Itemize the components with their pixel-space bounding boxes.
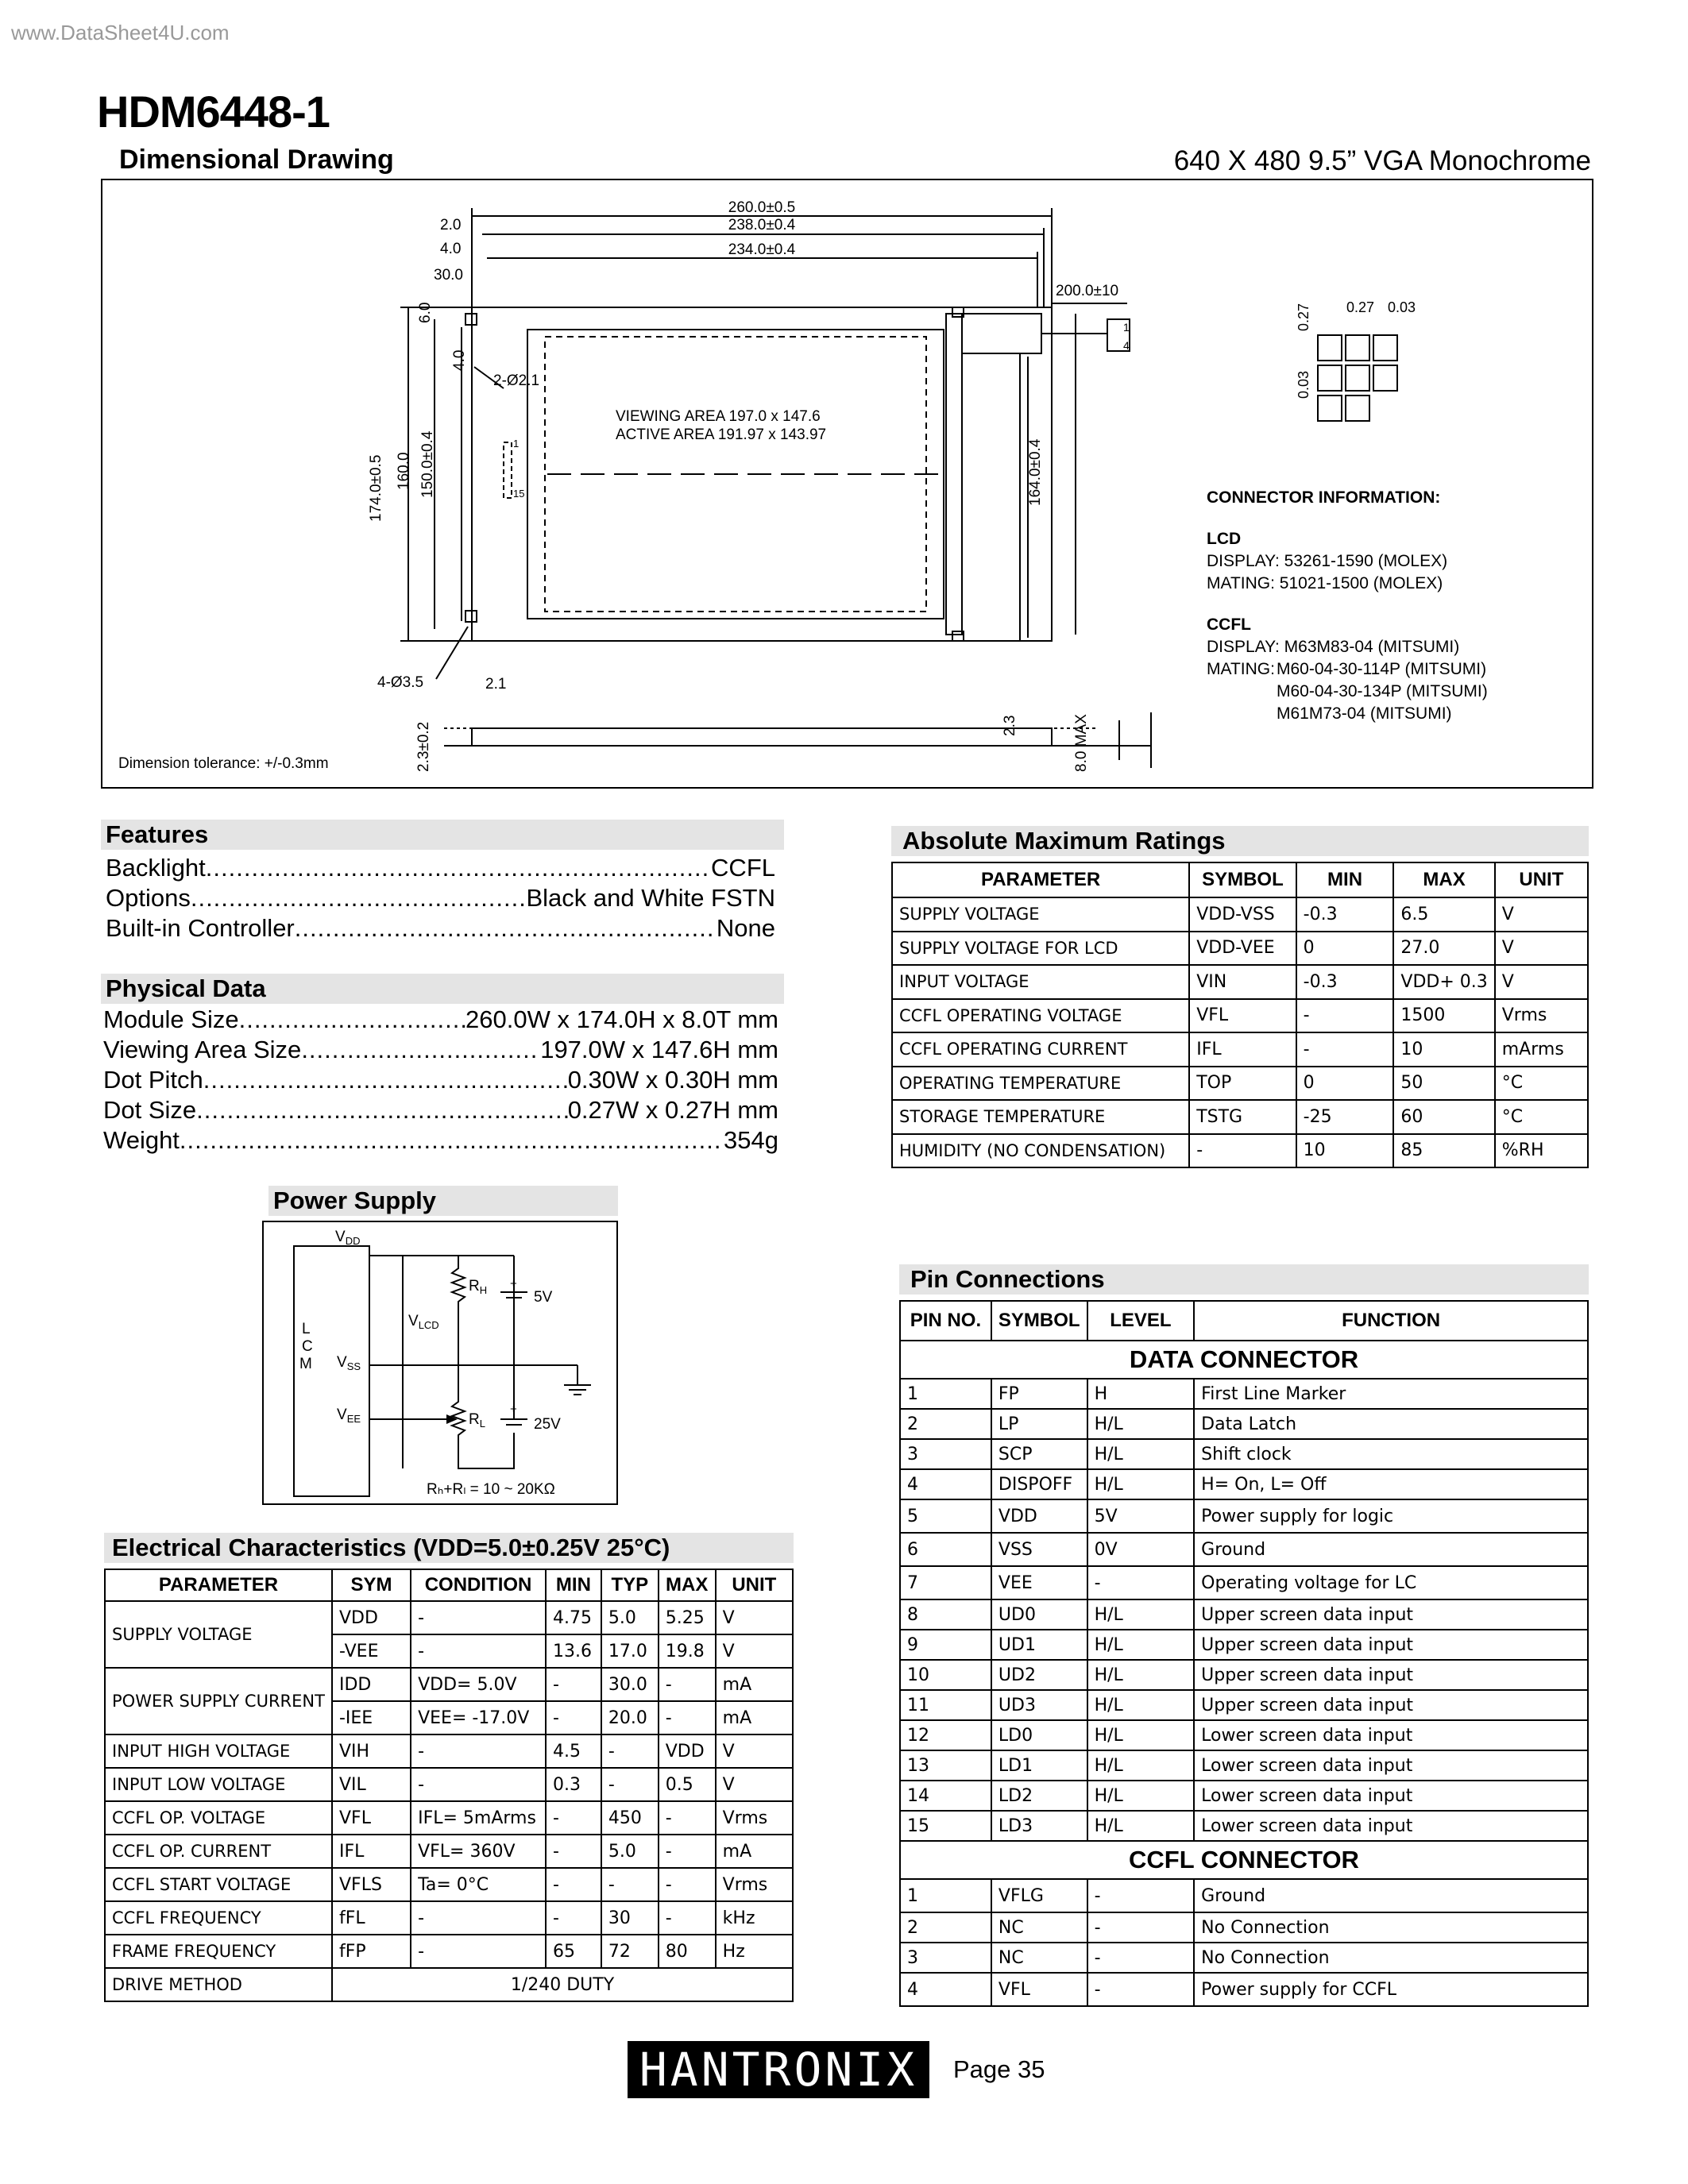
table-header-row: PARAMETER SYM CONDITION MIN TYP MAX UNIT bbox=[105, 1569, 793, 1601]
dim-30: 30.0 bbox=[434, 267, 463, 284]
ccfl-heading: CCFL bbox=[1207, 615, 1251, 634]
table-row: 2 LP H/L Data Latch bbox=[900, 1409, 1588, 1439]
table-row: FRAME FREQUENCY fFP - 65 72 80 Hz bbox=[105, 1935, 793, 1968]
table-row: INPUT VOLTAGE VIN -0.3 VDD+ 0.3 V bbox=[892, 965, 1588, 999]
lcd-mating: MATING: 51021-1500 (MOLEX) bbox=[1207, 574, 1443, 592]
table-row: 1 VFLG - Ground bbox=[900, 1879, 1588, 1912]
vss-label: $V_{SS}$ bbox=[337, 1354, 361, 1372]
table-row: OPERATING TEMPERATURE TOP 0 50 °C bbox=[892, 1067, 1588, 1101]
table-row: INPUT LOW VOLTAGE VIL - 0.3 - 0.5 V bbox=[105, 1768, 793, 1801]
ccfl-mating-1: M60-04-30-114P (MITSUMI) bbox=[1277, 660, 1487, 678]
page-number: Page 35 bbox=[953, 2055, 1045, 2083]
vdd-label: $V_{DD}$ bbox=[335, 1229, 361, 1247]
table-row: 10 UD2 H/L Upper screen data input bbox=[900, 1660, 1588, 1690]
table-row: 2 NC - No Connection bbox=[900, 1912, 1588, 1943]
physical-row: Dot Pitch ..... 0.30W x 0.30H mm bbox=[103, 1066, 778, 1094]
dimensional-drawing bbox=[101, 179, 1593, 789]
table-row: CCFL START VOLTAGE VFLS Ta= 0°C - - - Vrms bbox=[105, 1868, 793, 1901]
table-row: SUPPLY VOLTAGE VDD-VSS -0.3 6.5 V bbox=[892, 897, 1588, 932]
table-row: CCFL FREQUENCY fFL - - 30 - kHz bbox=[105, 1901, 793, 1935]
drawing-labels bbox=[118, 199, 1488, 772]
table-header-row: PIN NO. SYMBOL LEVEL FUNCTION bbox=[900, 1301, 1588, 1341]
ccfl-mating-2: M60-04-30-134P (MITSUMI) bbox=[1277, 682, 1488, 700]
vlcd-label: $V_{LCD}$ bbox=[408, 1313, 439, 1331]
table-row: -VEE - 13.6 17.0 19.8 V bbox=[105, 1634, 793, 1668]
connector-heading: CONNECTOR INFORMATION: bbox=[1207, 488, 1441, 507]
table-row: INPUT HIGH VOLTAGE VIH - 4.5 - VDD V bbox=[105, 1734, 793, 1768]
pin-1: 1 bbox=[513, 438, 520, 450]
page-title: HDM6448-1 bbox=[97, 87, 330, 137]
ccfl-pin-4: 4 bbox=[1123, 339, 1130, 352]
section-heading-dimensional: Dimensional Drawing bbox=[119, 145, 394, 175]
dim-174: 174.0±0.5 bbox=[368, 454, 384, 522]
table-row: 12 LD0 H/L Lower screen data input bbox=[900, 1720, 1588, 1750]
features-heading: Features bbox=[101, 820, 784, 850]
table-row: SUPPLY VOLTAGE FOR LCD VDD-VEE 0 27.0 V bbox=[892, 932, 1588, 966]
section-row: DATA CONNECTOR bbox=[900, 1341, 1588, 1379]
hantronix-logo: HANTRONIX bbox=[628, 2041, 929, 2098]
rl-label: $R_L$ bbox=[469, 1411, 485, 1430]
ccfl-mating-3: M61M73-04 (MITSUMI) bbox=[1277, 704, 1452, 723]
vee-label: $V_{EE}$ bbox=[337, 1406, 361, 1425]
hole-large: 4-Ø3.5 bbox=[377, 674, 424, 691]
table-row: CCFL OP. CURRENT IFL VFL= 360V - 5.0 - mA bbox=[105, 1835, 793, 1868]
table-row: 7 VEE - Operating voltage for LC bbox=[900, 1566, 1588, 1599]
table-row: 3 NC - No Connection bbox=[900, 1943, 1588, 1973]
table-row: DRIVE METHOD 1/240 DUTY bbox=[105, 1968, 793, 2001]
tolerance-note: Dimension tolerance: +/-0.3mm bbox=[118, 755, 329, 772]
dim-164: 164.0±0.4 bbox=[1027, 438, 1044, 506]
dim-4: 4.0 bbox=[440, 241, 462, 257]
dot-dim-027-h: 0.27 bbox=[1346, 299, 1375, 315]
feature-row: Built-in Controller ..... None bbox=[106, 914, 775, 943]
electrical-heading: Electrical Characteristics (VDD=5.0±0.25V 25°C) bbox=[104, 1533, 794, 1563]
table-row: POWER SUPPLY CURRENT IDD VDD= 5.0V - 30.0 - mA bbox=[105, 1668, 793, 1701]
section-row: CCFL CONNECTOR bbox=[900, 1841, 1588, 1879]
ccfl-pin-1: 1 bbox=[1123, 321, 1130, 334]
dim-200: 200.0±10 bbox=[1056, 283, 1119, 299]
lcd-display: DISPLAY: 53261-1590 (MOLEX) bbox=[1207, 552, 1448, 570]
table-row: 8 UD0 H/L Upper screen data input bbox=[900, 1599, 1588, 1630]
lcm-c: C bbox=[302, 1338, 313, 1355]
hole-small: 2-Ø2.1 bbox=[493, 372, 540, 389]
table-row: 9 UD1 H/L Upper screen data input bbox=[900, 1630, 1588, 1660]
physical-row: Module Size ..... 260.0W x 174.0H x 8.0T mm bbox=[103, 1005, 778, 1034]
dim-4-vertical: 4.0 bbox=[451, 349, 468, 371]
dim-2-1: 2.1 bbox=[485, 676, 507, 693]
table-row: 1 FP H First Line Marker bbox=[900, 1379, 1588, 1409]
table-header-row: PARAMETER SYMBOL MIN MAX UNIT bbox=[892, 862, 1588, 897]
side-dim-8: 8.0 MAX bbox=[1073, 714, 1090, 772]
power-supply-heading: Power Supply bbox=[268, 1186, 618, 1216]
table-row: 14 LD2 H/L Lower screen data input bbox=[900, 1781, 1588, 1811]
table-row: 15 LD3 H/L Lower screen data input bbox=[900, 1811, 1588, 1841]
table-row: -IEE VEE= -17.0V - 20.0 - mA bbox=[105, 1701, 793, 1734]
physical-row: Viewing Area Size ..... 197.0W x 147.6H mm bbox=[103, 1036, 778, 1064]
table-row: 4 DISPOFF H/L H= On, L= Off bbox=[900, 1469, 1588, 1499]
table-row: STORAGE TEMPERATURE TSTG -25 60 °C bbox=[892, 1100, 1588, 1134]
pin-connections-table bbox=[899, 1300, 1589, 2007]
lcm-l: L bbox=[302, 1321, 311, 1337]
dot-dim-003-v: 0.03 bbox=[1296, 370, 1311, 399]
resistor-formula: Rₕ+Rₗ = 10 ~ 20KΩ bbox=[427, 1481, 555, 1498]
dim-2: 2.0 bbox=[440, 217, 462, 233]
rh-label: $R_H$ bbox=[469, 1278, 488, 1296]
table-row: 11 UD3 H/L Upper screen data input bbox=[900, 1690, 1588, 1720]
lcd-heading: LCD bbox=[1207, 530, 1242, 548]
physical-row: Weight ..... 354g bbox=[103, 1126, 778, 1155]
ccfl-mating-label: MATING: bbox=[1207, 660, 1275, 678]
dot-dim-027-v: 0.27 bbox=[1296, 303, 1311, 331]
feature-row: Backlight ..... CCFL bbox=[106, 854, 775, 882]
table-row: 5 VDD 5V Power supply for logic bbox=[900, 1499, 1588, 1533]
table-row: CCFL OPERATING VOLTAGE VFL - 1500 Vrms bbox=[892, 999, 1588, 1033]
absolute-ratings-table bbox=[891, 862, 1589, 1168]
electrical-table bbox=[104, 1569, 794, 2002]
active-area: ACTIVE AREA 191.97 x 143.97 bbox=[616, 426, 827, 443]
table-row: 6 VSS 0V Ground bbox=[900, 1533, 1588, 1566]
plus-5v: + bbox=[510, 1277, 517, 1291]
power-supply-diagram bbox=[262, 1221, 618, 1505]
table-row: 3 SCP H/L Shift clock bbox=[900, 1439, 1588, 1469]
ccfl-display: DISPLAY: M63M83-04 (MITSUMI) bbox=[1207, 638, 1460, 656]
pin-15: 15 bbox=[513, 488, 525, 500]
side-dim-2-3: 2.3 bbox=[1002, 715, 1018, 736]
subtitle: 640 X 480 9.5” VGA Monochrome bbox=[1173, 145, 1591, 176]
table-row: 4 VFL - Power supply for CCFL bbox=[900, 1973, 1588, 2006]
side-dim-2-3-0-2: 2.3±0.2 bbox=[415, 721, 432, 772]
pins-heading: Pin Connections bbox=[899, 1264, 1589, 1295]
dim-160: 160.0 bbox=[396, 452, 412, 490]
v25-label: 25V bbox=[534, 1416, 561, 1433]
feature-row: Options ..... Black and White FSTN bbox=[106, 884, 775, 913]
physical-heading: Physical Data bbox=[101, 974, 784, 1004]
physical-row: Dot Size ..... 0.27W x 0.27H mm bbox=[103, 1096, 778, 1125]
dim-150: 150.0±0.4 bbox=[419, 430, 436, 498]
lcm-m: M bbox=[299, 1356, 312, 1372]
plus-25v: + bbox=[510, 1403, 517, 1416]
dim-260: 260.0±0.5 bbox=[728, 199, 796, 216]
table-row: CCFL OP. VOLTAGE VFL IFL= 5mArms - 450 - Vrms bbox=[105, 1801, 793, 1835]
table-row: CCFL OPERATING CURRENT IFL - 10 mArms bbox=[892, 1032, 1588, 1067]
table-row: HUMIDITY (NO CONDENSATION) - 10 85 %RH bbox=[892, 1134, 1588, 1168]
dot-dim-003-h: 0.03 bbox=[1388, 299, 1416, 315]
viewing-area: VIEWING AREA 197.0 x 147.6 bbox=[616, 408, 821, 425]
v5-label: 5V bbox=[534, 1289, 553, 1306]
table-row: 13 LD1 H/L Lower screen data input bbox=[900, 1750, 1588, 1781]
dim-238: 238.0±0.4 bbox=[728, 217, 796, 233]
absolute-heading: Absolute Maximum Ratings bbox=[891, 826, 1589, 856]
table-row: SUPPLY VOLTAGE VDD - 4.75 5.0 5.25 V bbox=[105, 1601, 793, 1634]
watermark: www.DataSheet4U.com bbox=[11, 21, 230, 44]
dim-234: 234.0±0.4 bbox=[728, 241, 796, 258]
dim-6: 6.0 bbox=[417, 302, 434, 323]
